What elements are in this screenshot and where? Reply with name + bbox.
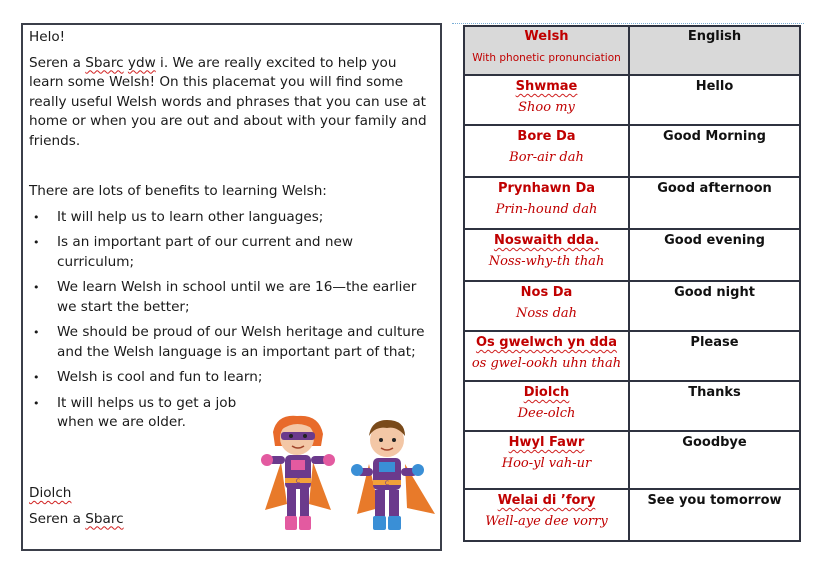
welsh-phrase: Prynhawn Da xyxy=(497,181,596,196)
english-cell xyxy=(629,75,800,125)
welsh-english-table xyxy=(463,25,801,542)
benefit-item: • It will help us to learn other languages; xyxy=(29,208,432,228)
english-cell xyxy=(629,229,800,281)
signature-sbarc: Sbarc xyxy=(85,510,124,527)
phonetic-pronunciation: Shoo my xyxy=(518,100,575,115)
welsh-phrase: Nos Da xyxy=(520,285,573,300)
phonetic-pronunciation: Well-aye dee vorry xyxy=(485,514,608,529)
table-row xyxy=(464,381,800,431)
sign-off xyxy=(29,484,124,535)
english-translation: Good evening xyxy=(664,233,765,248)
table-header-row xyxy=(464,26,800,75)
table-row xyxy=(464,281,800,331)
dotted-guide-line xyxy=(452,23,804,24)
table-row xyxy=(464,177,800,229)
welsh-phrase: Shwmae xyxy=(515,79,578,94)
welsh-phrase: Welai di ’fory xyxy=(497,493,596,508)
english-translation: Good night xyxy=(674,285,755,300)
welsh-phrase: Diolch xyxy=(523,385,570,400)
header-welsh xyxy=(464,26,629,75)
boy-superhero-icon xyxy=(351,420,435,530)
welsh-cell xyxy=(464,177,629,229)
benefits-heading: There are lots of benefits to learning Welsh: xyxy=(29,183,327,199)
welsh-cell xyxy=(464,125,629,177)
header-welsh-label: Welsh xyxy=(524,29,569,44)
benefit-item: • We learn Welsh in school until we are 16—the earlier we start the better; xyxy=(29,278,432,317)
table-row xyxy=(464,229,800,281)
table-row xyxy=(464,75,800,125)
welsh-cell xyxy=(464,75,629,125)
english-translation: Thanks xyxy=(688,385,741,400)
table-row xyxy=(464,489,800,541)
intro-prefix: Seren a xyxy=(29,54,86,71)
benefit-item: • Is an important part of our current and new curriculum; xyxy=(29,233,432,272)
welsh-phrase: Noswaith dda. xyxy=(493,233,600,248)
english-translation: Please xyxy=(690,335,739,350)
benefit-item: • It will helps us to get a job when we are older. xyxy=(29,394,247,433)
svg-text:C: C xyxy=(384,480,390,487)
welsh-cell xyxy=(464,381,629,431)
benefits-list xyxy=(29,208,432,433)
header-english-label: English xyxy=(687,29,742,44)
english-translation: Goodbye xyxy=(682,435,747,450)
english-translation: Good afternoon xyxy=(657,181,772,196)
welsh-phrase: Os gwelwch yn dda xyxy=(475,335,618,350)
benefit-item: • We should be proud of our Welsh heritage and culture and the Welsh language is an important part of that; xyxy=(29,323,432,362)
girl-superhero-icon xyxy=(261,416,335,530)
signature-prefix: Seren a xyxy=(29,510,86,527)
signature xyxy=(29,510,124,530)
header-phonetic-label: With phonetic pronunciation xyxy=(472,52,621,64)
welsh-cell xyxy=(464,281,629,331)
welsh-cell xyxy=(464,431,629,489)
welsh-phrase: Hwyl Fawr xyxy=(508,435,585,450)
phonetic-pronunciation: Dee-olch xyxy=(517,406,576,421)
superhero-kids-illustration xyxy=(257,412,442,537)
greeting: Helo! xyxy=(29,29,66,45)
english-translation: See you tomorrow xyxy=(647,493,782,508)
phonetic-pronunciation: Prin-hound dah xyxy=(495,202,598,217)
intro-paragraph xyxy=(29,54,432,152)
welsh-cell xyxy=(464,331,629,381)
english-cell xyxy=(629,125,800,177)
header-english xyxy=(629,26,800,75)
english-cell xyxy=(629,281,800,331)
phonetic-pronunciation: Bor-air dah xyxy=(509,150,584,165)
table-row xyxy=(464,431,800,489)
phonetic-pronunciation: os gwel-ookh uhn thah xyxy=(471,356,622,371)
phonetic-pronunciation: Noss-why-th thah xyxy=(488,254,605,269)
table-row xyxy=(464,331,800,381)
english-cell xyxy=(629,431,800,489)
table-body xyxy=(464,75,800,541)
intro-rest: i. We are really excited to help you learn some Welsh! On this placemat you will find some really useful Welsh words and phrases that you can use at home or when you are out and about with your family and friends. xyxy=(29,54,427,149)
english-cell xyxy=(629,331,800,381)
english-translation: Good Morning xyxy=(663,129,766,144)
welsh-cell xyxy=(464,489,629,541)
welsh-cell xyxy=(464,229,629,281)
phonetic-pronunciation: Noss dah xyxy=(515,306,578,321)
welsh-phrase: Bore Da xyxy=(517,129,576,144)
ydw-word: ydw xyxy=(127,54,156,71)
svg-text:C: C xyxy=(295,478,301,485)
benefit-item: • Welsh is cool and fun to learn; xyxy=(29,368,432,388)
diolch-text: Diolch xyxy=(29,485,72,501)
english-cell xyxy=(629,381,800,431)
english-cell xyxy=(629,177,800,229)
sbarc-word: Sbarc xyxy=(85,54,124,71)
phonetic-pronunciation: Hoo-yl vah-ur xyxy=(501,456,592,471)
english-cell xyxy=(629,489,800,541)
table-row xyxy=(464,125,800,177)
english-translation: Hello xyxy=(695,79,734,94)
